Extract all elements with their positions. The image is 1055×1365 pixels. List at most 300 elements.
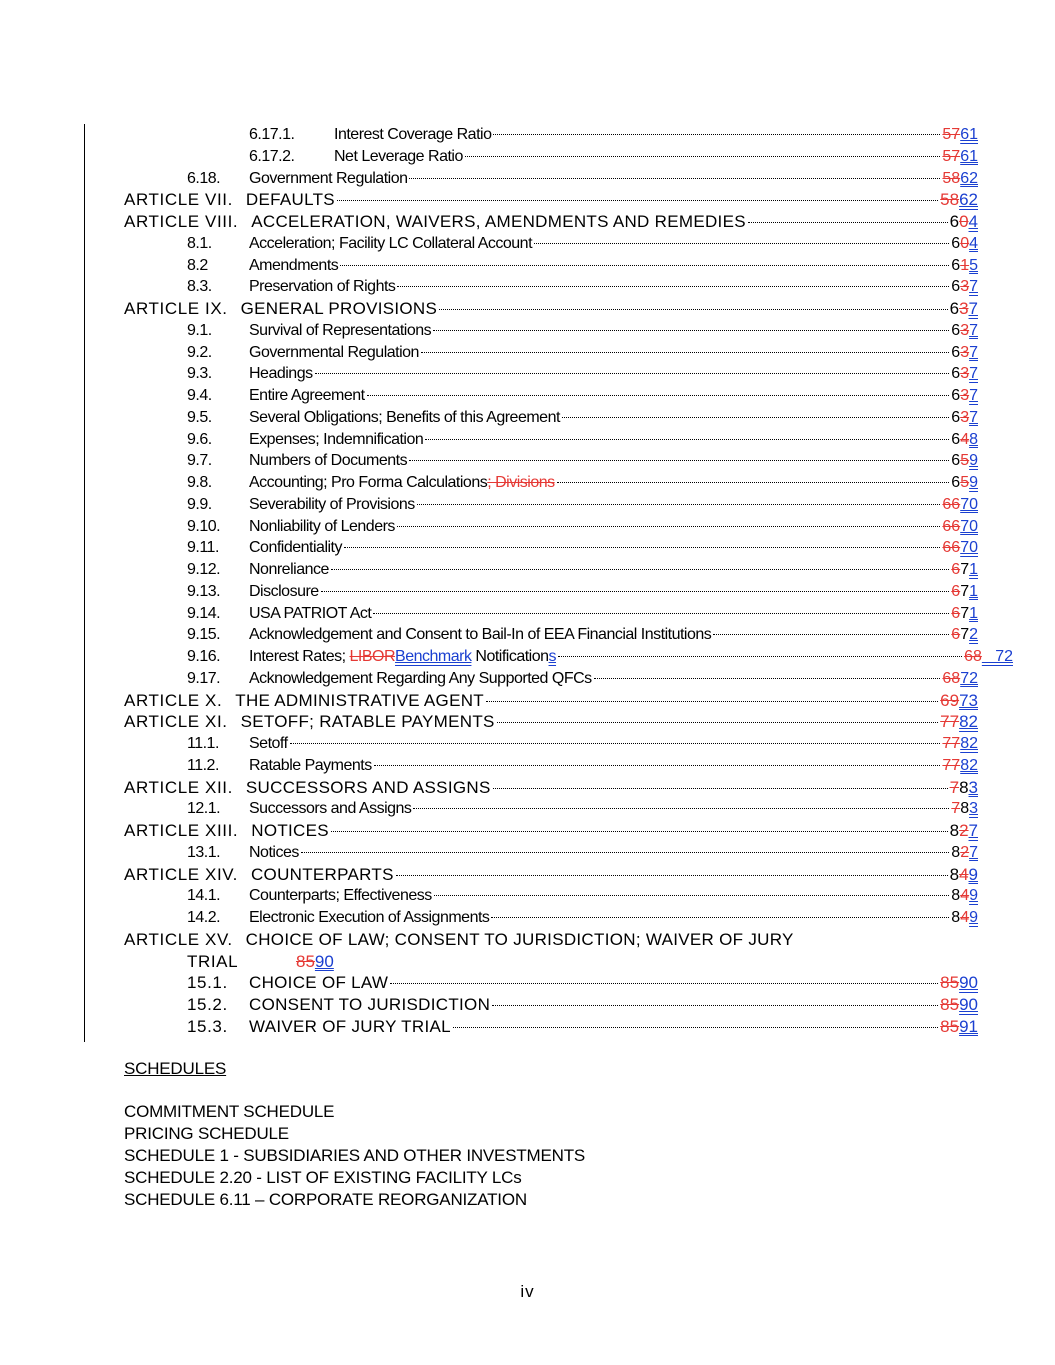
toc-entry[interactable] — [0, 1016, 1055, 1038]
toc-number: ARTICLE XIV. — [124, 864, 238, 884]
page-run: 61 — [960, 126, 978, 143]
toc-entry[interactable] — [0, 385, 1055, 407]
toc-entry[interactable] — [0, 363, 1055, 385]
toc-page-number — [951, 798, 978, 820]
toc-page-number — [951, 581, 978, 603]
toc-page-number — [951, 429, 978, 451]
page-run: 5 — [960, 452, 970, 470]
toc-entry[interactable] — [0, 320, 1055, 342]
page-run: 7 — [960, 604, 970, 622]
page-run: 9 — [969, 474, 978, 491]
toc-page-number — [940, 189, 978, 211]
page-run: 58 — [942, 169, 961, 187]
toc-page-number — [942, 124, 978, 146]
toc-page-number — [942, 146, 978, 168]
page-run: 8 — [949, 821, 960, 840]
toc-entry[interactable] — [0, 864, 1055, 886]
dot-leader — [397, 526, 940, 527]
toc-number: 9.5. — [187, 408, 212, 426]
toc-entry[interactable] — [0, 972, 1055, 994]
page-run: 73 — [959, 690, 978, 710]
toc-number: 12.1. — [187, 800, 221, 818]
title-run: Successors and Assigns — [249, 800, 412, 818]
toc-page-number — [951, 342, 978, 364]
toc-number: 9.13. — [187, 582, 221, 600]
dot-leader — [301, 852, 949, 853]
toc-page-number — [951, 407, 978, 429]
page-run: 90 — [959, 973, 978, 993]
toc-page-number — [942, 168, 978, 190]
dot-leader — [497, 722, 938, 723]
page-run: 82 — [960, 756, 978, 774]
toc-number: 13.1. — [187, 843, 221, 861]
toc-title — [249, 624, 711, 646]
title-run: ; Divisions — [487, 474, 555, 491]
page-run: 6 — [951, 582, 961, 600]
page-run: 7 — [969, 321, 978, 339]
toc-page-number — [296, 951, 334, 973]
toc-entry[interactable] — [0, 516, 1055, 538]
page-run: 8 — [959, 777, 969, 797]
toc-title — [334, 124, 491, 146]
title-run: Accounting; Pro Forma Calculations — [249, 474, 488, 491]
page-run: 58 — [940, 190, 960, 210]
toc-entry[interactable] — [0, 168, 1055, 190]
toc-page-number — [951, 320, 978, 342]
page-run: 7 — [969, 278, 978, 296]
title-run: Amendments — [249, 256, 339, 274]
dot-leader — [321, 591, 950, 592]
toc-page-number — [951, 472, 978, 494]
title-run: Interest Coverage Ratio — [334, 126, 492, 143]
toc-entry[interactable] — [0, 668, 1055, 690]
page-run: 6 — [949, 299, 960, 318]
toc-entry[interactable] — [0, 189, 1055, 211]
page-run: 0 — [960, 234, 970, 252]
page-run: 3 — [969, 800, 978, 818]
toc-title — [249, 516, 395, 538]
title-run: Interest Rates; — [249, 648, 350, 665]
page-run: 4 — [960, 887, 970, 905]
page-run: 62 — [959, 190, 978, 210]
dot-leader — [425, 439, 949, 440]
dot-leader — [465, 156, 941, 157]
toc-entry[interactable] — [0, 842, 1055, 864]
page-run: 77 — [942, 756, 961, 774]
dot-leader — [534, 243, 949, 244]
toc-entry[interactable] — [0, 450, 1055, 472]
title-run: CHOICE OF LAW; CONSENT TO JURISDICTION; WAIVER OF JURY — [245, 929, 794, 949]
page-run: 6 — [951, 256, 961, 274]
page-run: 7 — [960, 626, 970, 644]
page-run: 2 — [969, 626, 978, 644]
page-run: 6 — [951, 387, 961, 404]
toc-title — [334, 146, 463, 168]
dot-leader — [344, 547, 940, 548]
page-run: 3 — [960, 365, 970, 383]
page-run: 6 — [951, 343, 961, 361]
dot-leader — [417, 504, 941, 505]
toc-number: ARTICLE XI. — [124, 712, 228, 732]
toc-page-number — [951, 385, 978, 407]
toc-number: ARTICLE X. — [124, 690, 223, 710]
toc-entry[interactable] — [0, 429, 1055, 451]
page-run: 3 — [968, 777, 978, 797]
toc-page-number — [940, 1016, 978, 1038]
toc-title — [249, 407, 560, 429]
page-run: 57 — [942, 126, 961, 143]
toc-number: 9.3. — [187, 365, 212, 383]
toc-entry[interactable] — [0, 233, 1055, 255]
toc-number: ARTICLE VII. — [124, 190, 233, 210]
dot-leader — [374, 765, 941, 766]
page-number: iv — [520, 1282, 535, 1301]
dot-leader — [397, 286, 949, 287]
schedule-item: COMMITMENT SCHEDULE — [124, 1102, 335, 1121]
page-run: 90 — [314, 951, 334, 971]
toc-title — [251, 820, 329, 842]
toc-page-number — [942, 537, 978, 559]
toc-page-number — [951, 450, 978, 472]
toc-page-number — [951, 233, 978, 255]
title-run: Net Leverage Ratio — [334, 147, 463, 165]
title-run: LIBOR — [349, 648, 396, 665]
toc-title — [246, 777, 491, 799]
page-run: 70 — [960, 495, 978, 513]
dot-leader — [413, 808, 949, 809]
page-run: 7 — [951, 800, 961, 818]
page-run: 70 — [960, 517, 978, 535]
title-run: USA PATRIOT Act — [249, 604, 372, 622]
page-run: 72 — [960, 669, 978, 687]
page-run: 8 — [951, 909, 961, 926]
title-run: Electronic Execution of Assignments — [249, 909, 490, 926]
toc-page-number — [940, 711, 978, 733]
page-run: 7 — [960, 582, 970, 600]
toc-number: 6.17.2. — [249, 147, 295, 165]
title-run: Severability of Provisions — [249, 495, 415, 513]
title-run: CHOICE OF LAW — [249, 973, 389, 993]
page-run: 68 — [942, 669, 961, 687]
dot-leader — [315, 373, 950, 374]
page-run: 77 — [942, 735, 961, 752]
toc-number: 15.1. — [187, 973, 228, 993]
page-run: 66 — [942, 539, 961, 557]
page-run: 85 — [940, 973, 960, 993]
toc-page-number — [950, 864, 978, 886]
page-run: 4 — [960, 909, 970, 926]
page-run: 69 — [940, 690, 960, 710]
toc-number: ARTICLE XV. — [124, 929, 233, 949]
page-run: 7 — [968, 821, 978, 840]
toc-title — [249, 537, 342, 559]
toc-page-number — [940, 690, 978, 712]
page-run: 61 — [960, 147, 978, 165]
title-run: Expenses; Indemnification — [249, 430, 424, 448]
toc-entry[interactable] — [0, 407, 1055, 429]
toc-entry[interactable] — [0, 733, 1055, 755]
toc-number: 9.2. — [187, 343, 212, 361]
toc-title — [241, 298, 438, 320]
title-run: Headings — [249, 365, 313, 383]
toc-entry[interactable] — [0, 907, 1055, 929]
toc-number: 8.1. — [187, 234, 212, 252]
title-run: THE ADMINISTRATIVE AGENT — [235, 690, 484, 710]
page-run: 9 — [968, 864, 978, 884]
page-run: 6 — [951, 604, 961, 622]
dot-leader — [337, 200, 938, 201]
schedule-item: SCHEDULE 6.11 – CORPORATE REORGANIZATION — [124, 1190, 527, 1209]
toc-entry[interactable] — [0, 777, 1055, 799]
page-run: 3 — [960, 408, 970, 426]
title-run: GENERAL PROVISIONS — [240, 299, 438, 318]
page-run: 2 — [960, 843, 970, 861]
page-run: 7 — [969, 843, 978, 861]
schedules-heading: SCHEDULES — [124, 1059, 227, 1078]
toc-entry[interactable] — [0, 755, 1055, 777]
page-run: 8 — [969, 430, 978, 448]
toc-page-number — [951, 559, 978, 581]
title-run: Government Regulation — [249, 169, 408, 187]
toc-title — [249, 168, 407, 190]
page-run: 7 — [969, 365, 978, 383]
toc-page-number — [951, 255, 978, 277]
title-run: Ratable Payments — [249, 756, 372, 774]
toc-page-number — [951, 885, 978, 907]
page-run: 5 — [960, 474, 970, 491]
toc-title — [249, 450, 407, 472]
dot-leader — [562, 417, 949, 418]
page-run: 85 — [940, 995, 960, 1014]
dot-leader — [557, 482, 950, 483]
toc-title — [249, 842, 299, 864]
toc-title — [249, 385, 365, 407]
dot-leader — [594, 678, 941, 679]
page-run: 7 — [968, 299, 978, 318]
page-run: 8 — [960, 800, 970, 818]
toc-number: 15.2. — [187, 995, 228, 1014]
toc-number: 6.17.1. — [249, 126, 295, 143]
toc-entry[interactable] — [0, 581, 1055, 603]
page-run: 3 — [960, 387, 970, 404]
toc-number: 8.3. — [187, 278, 212, 296]
schedules-list — [124, 1101, 585, 1211]
title-run: ACCELERATION, WAIVERS, AMENDMENTS AND REMEDIES — [251, 212, 746, 231]
page-run: 7 — [969, 343, 978, 361]
dot-leader — [453, 1027, 938, 1028]
toc-title — [249, 1016, 451, 1038]
page-run: 4 — [959, 864, 969, 884]
toc-title — [249, 320, 431, 342]
toc-page-number — [942, 494, 978, 516]
toc-title — [249, 798, 411, 820]
toc-title — [249, 972, 388, 994]
toc-title — [249, 276, 395, 298]
page-run: 6 — [951, 365, 961, 383]
page-run: 6 — [949, 212, 960, 231]
dot-leader — [434, 895, 950, 896]
title-run: Preservation of Rights — [249, 278, 396, 296]
schedule-item: SCHEDULE 2.20 - LIST OF EXISTING FACILITY LCs — [124, 1168, 522, 1187]
schedules-section — [124, 1058, 585, 1211]
title-run: Disclosure — [249, 582, 319, 600]
toc-page-number — [942, 516, 978, 538]
page-run: 6 — [951, 474, 961, 491]
page-run: 6 — [951, 234, 961, 252]
toc-number: 9.8. — [187, 474, 212, 491]
page-run: 7 — [969, 387, 978, 404]
toc-number: 11.2. — [187, 756, 219, 774]
toc-title — [249, 646, 556, 668]
toc-number: 9.4. — [187, 387, 212, 404]
dot-leader — [331, 831, 948, 832]
toc-number: 9.9. — [187, 495, 212, 513]
title-run: Nonliability of Lenders — [249, 517, 395, 535]
toc-entry[interactable] — [0, 624, 1055, 646]
page-run: 1 — [969, 604, 978, 622]
dot-leader — [409, 178, 940, 179]
title-run: COUNTERPARTS — [250, 864, 394, 884]
dot-leader — [439, 309, 947, 310]
toc-title — [246, 189, 335, 211]
toc-number: 9.16. — [187, 648, 221, 665]
page-run: 4 — [969, 234, 978, 252]
page-run: 4 — [960, 430, 970, 448]
page-run: 72 — [981, 648, 1013, 665]
toc-entry[interactable] — [0, 994, 1055, 1016]
toc-entry[interactable] — [0, 798, 1055, 820]
title-run: Notification — [471, 648, 549, 665]
toc-entry[interactable] — [0, 146, 1055, 168]
toc-title — [249, 363, 313, 385]
page-run: 8 — [949, 864, 960, 884]
title-run: Numbers of Documents — [249, 452, 408, 470]
page-run: 0 — [959, 212, 969, 231]
toc-title — [249, 472, 555, 494]
toc-page-number — [940, 972, 978, 994]
toc-page-number — [942, 733, 978, 755]
toc-entry[interactable] — [0, 124, 1055, 146]
toc-number: ARTICLE IX. — [124, 299, 228, 318]
toc-entry[interactable] — [0, 494, 1055, 516]
toc-entry[interactable] — [0, 298, 1055, 320]
toc-entry[interactable] — [0, 276, 1055, 298]
title-run: WAIVER OF JURY TRIAL — [249, 1016, 451, 1036]
toc-entry[interactable] — [0, 603, 1055, 625]
title-run: DEFAULTS — [245, 190, 335, 210]
title-run: Entire Agreement — [249, 387, 365, 404]
dot-leader — [492, 1005, 938, 1006]
title-run: Benchmark — [395, 648, 472, 665]
toc-title — [249, 233, 532, 255]
dot-leader — [433, 330, 949, 331]
toc-entry[interactable] — [0, 211, 1055, 233]
page-run: 6 — [951, 321, 961, 339]
toc-number: 9.12. — [187, 561, 221, 578]
toc-page-number — [951, 907, 978, 929]
toc-entry[interactable] — [0, 537, 1055, 559]
toc-number: ARTICLE XIII. — [124, 821, 239, 840]
page-run: 6 — [951, 626, 961, 644]
title-run: Acceleration; Facility LC Collateral Account — [249, 234, 533, 252]
toc-entry[interactable] — [0, 342, 1055, 364]
toc-number: 9.6. — [187, 430, 212, 448]
toc-title — [249, 429, 423, 451]
toc-title — [249, 907, 489, 929]
page-run: 3 — [959, 299, 969, 318]
toc-page-number — [964, 646, 1013, 668]
toc-number: 14.1. — [187, 887, 221, 905]
page-run: 66 — [942, 517, 961, 535]
toc-entry[interactable] — [0, 559, 1055, 581]
title-run: CONSENT TO JURISDICTION — [249, 995, 491, 1014]
toc-entry[interactable] — [0, 885, 1055, 907]
page-run: 8 — [951, 843, 961, 861]
page-run: 9 — [969, 909, 978, 926]
toc-entry[interactable] — [0, 929, 1055, 951]
title-run: Setoff — [249, 735, 288, 752]
toc-entry[interactable] — [0, 472, 1055, 494]
page-run: 5 — [969, 256, 978, 274]
page-run: 85 — [296, 951, 315, 971]
toc-title — [249, 885, 432, 907]
page-run: 2 — [959, 821, 969, 840]
page-run: 6 — [951, 561, 961, 578]
page-run: 6 — [951, 278, 961, 296]
page-run: 7 — [960, 561, 970, 578]
page-run: 62 — [960, 169, 978, 187]
toc-title — [249, 494, 415, 516]
page-run: 85 — [940, 1016, 960, 1036]
page-run: 7 — [949, 777, 960, 797]
toc-title — [249, 581, 319, 603]
page-run: 91 — [959, 1016, 978, 1036]
toc-number: 9.11. — [187, 539, 219, 557]
toc-entry[interactable] — [0, 711, 1055, 733]
toc-number: ARTICLE VIII. — [124, 212, 239, 231]
toc-entry[interactable] — [0, 690, 1055, 712]
title-run: SETOFF; RATABLE PAYMENTS — [240, 712, 495, 732]
toc-entry[interactable] — [0, 951, 1055, 973]
title-run: Notices — [249, 843, 299, 861]
toc-page-number — [942, 755, 978, 777]
toc-entry[interactable] — [0, 820, 1055, 842]
toc-page-number — [950, 820, 978, 842]
toc-number: 6.18. — [187, 169, 221, 187]
page-run: 3 — [960, 343, 970, 361]
dot-leader — [493, 788, 948, 789]
page-run: 82 — [960, 735, 978, 752]
toc-number: 9.1. — [187, 321, 212, 339]
toc-title — [235, 690, 484, 712]
toc-number: 9.17. — [187, 669, 221, 687]
page-run: 9 — [969, 452, 978, 470]
toc-number: 11.1. — [187, 735, 219, 752]
dot-leader — [713, 634, 949, 635]
title-run: Acknowledgement and Consent to Bail-In of EEA Financial Institutions — [249, 626, 712, 644]
page-run: 68 — [964, 648, 982, 665]
toc-title — [249, 755, 372, 777]
dot-leader — [396, 875, 948, 876]
toc-number: 14.2. — [187, 909, 221, 926]
toc-entry[interactable] — [0, 646, 1055, 668]
page-run: 6 — [951, 430, 961, 448]
toc-title — [249, 603, 371, 625]
toc-entry[interactable] — [0, 255, 1055, 277]
dot-leader — [367, 395, 950, 396]
page-run: 3 — [960, 278, 970, 296]
toc-number: ARTICLE XII. — [124, 777, 233, 797]
